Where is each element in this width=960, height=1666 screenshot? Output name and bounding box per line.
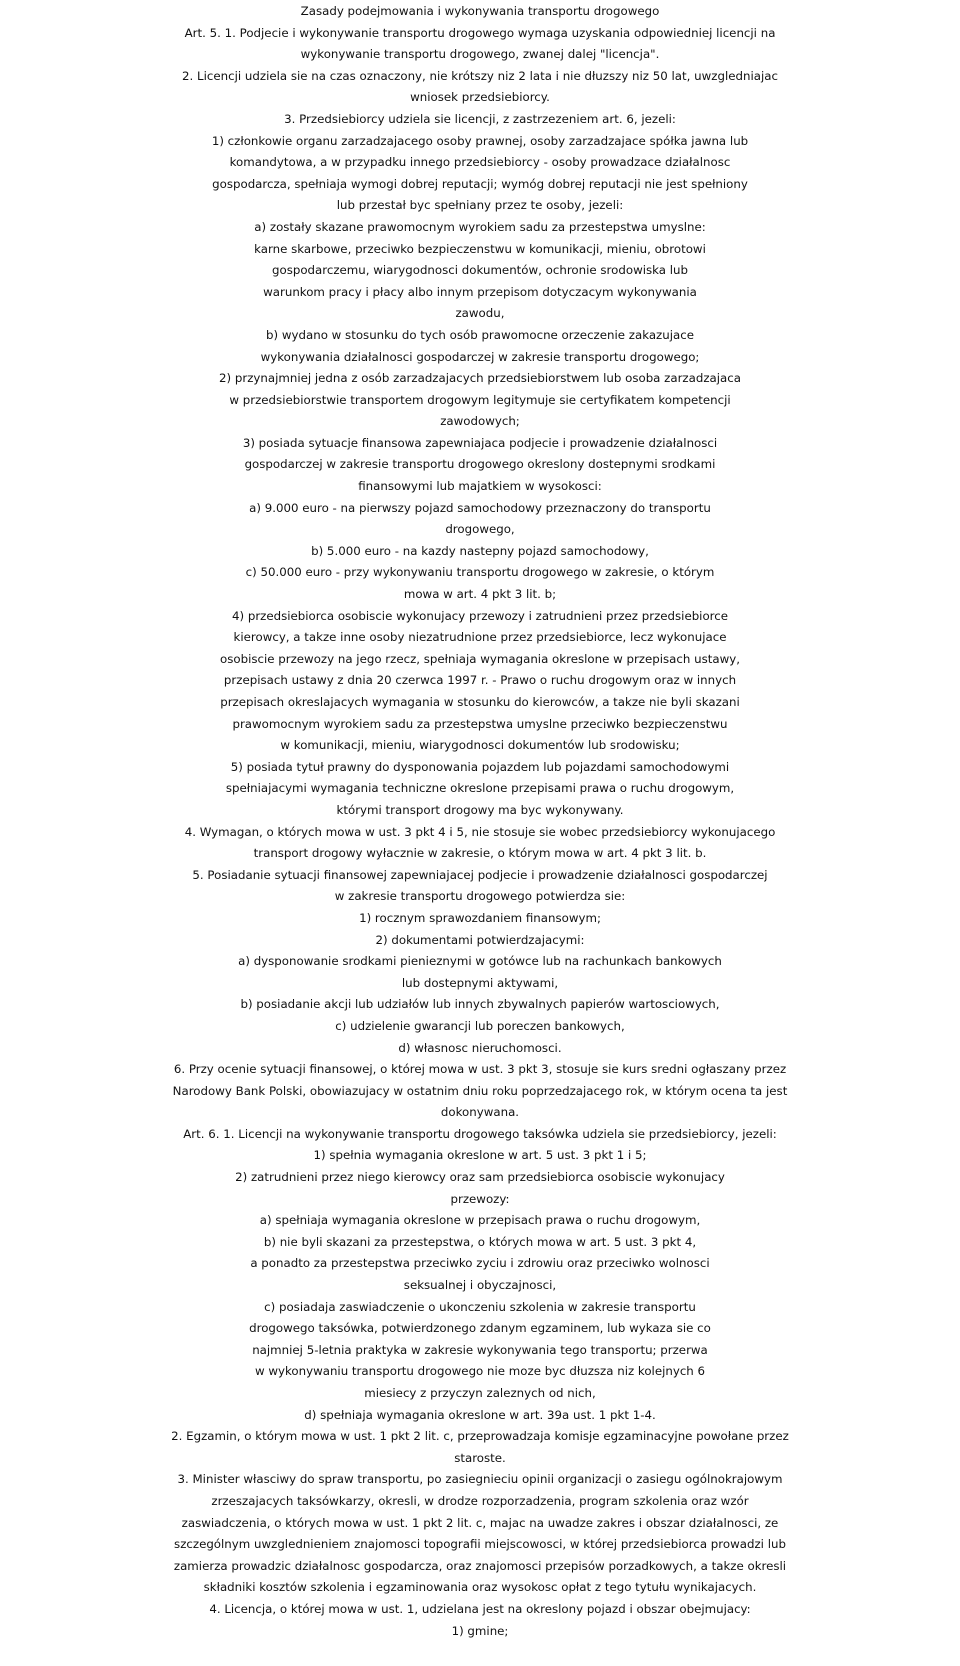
text-line: przepisach okreslajacych wymagania w stosunku do kierowców, a takze nie byli skazani (220, 695, 740, 709)
text-line: drogowego taksówka, potwierdzonego zdanym egzaminem, lub wykaza sie co (249, 1321, 711, 1336)
text-line: c) 50.000 euro - przy wykonywaniu transportu drogowego w zakresie, o którym (245, 565, 715, 580)
text-line: b) nie byli skazani za przestepstwa, o których mowa w art. 5 ust. 3 pkt 4, (263, 1234, 697, 1249)
text-line: składniki kosztów szkolenia i egzaminowania oraz wysokosc opłat z tego tytułu wynikajacych. (203, 1580, 757, 1595)
text-line: gospodarczemu, wiarygodnosci dokumentów, ochronie srodowiska lub (271, 263, 688, 278)
text-line: a) zostały skazane prawomocnym wyrokiem sadu za przestepstwa umyslne: (254, 219, 706, 234)
text-line: prawomocnym wyrokiem sadu za przestepstwa umyslne przeciwko bezpieczenstwu (232, 716, 728, 731)
text-line: lub przestał byc spełniany przez te osoby, jezeli: (336, 198, 624, 213)
text-line: 1) gmine; (451, 1623, 509, 1638)
text-line: 5. Posiadanie sytuacji finansowej zapewniajacej podjecie i prowadzenie działalnosci gospodarczej (192, 867, 768, 882)
document-body (2, 0, 958, 1642)
text-line: w zakresie transportu drogowego potwierdza sie: (334, 889, 626, 904)
text-line: c) udzielenie gwarancji lub poreczen bankowych, (335, 1018, 625, 1033)
text-line: a) spełniaja wymagania okreslone w przepisach prawa o ruchu drogowym, (259, 1213, 701, 1228)
text-line: transport drogowy wyłacznie w zakresie, o którym mowa w art. 4 pkt 3 lit. b. (253, 846, 707, 861)
text-line: 2. Licencji udziela sie na czas oznaczony, nie krótszy niz 2 lata i nie dłuzszy niz 50 lat, uwzgledniajac (182, 68, 778, 83)
text-line: staroste. (454, 1450, 506, 1465)
text-line: seksualnej i obyczajnosci, (403, 1278, 557, 1293)
text-line: 1) rocznym sprawozdaniem finansowym; (359, 910, 601, 925)
text-line: 1) spełnia wymagania okreslone w art. 5 ust. 3 pkt 1 i 5; (313, 1148, 647, 1163)
text-line: drogowego, (445, 522, 515, 537)
text-line: zaswiadczenia, o których mowa w ust. 1 pkt 2 lit. c, majac na uwadze zakres i obszar działalnosci, ze (181, 1515, 779, 1530)
text-line: wykonywanie transportu drogowego, zwanej dalej "licencja". (300, 47, 660, 62)
text-line: mowa w art. 4 pkt 3 lit. b; (403, 587, 557, 602)
text-line: a) 9.000 euro - na pierwszy pojazd samochodowy przeznaczony do transportu (249, 500, 711, 515)
text-line: 2) zatrudnieni przez niego kierowcy oraz sam przedsiebiorca osobiscie wykonujacy (235, 1170, 725, 1185)
document-title: Zasady podejmowania i wykonywania transportu drogowego (300, 4, 660, 18)
text-line: zamierza prowadzic działalnosc gospodarcza, oraz znajomosci przepisów porzadkowych, a takze okresli (173, 1558, 787, 1573)
text-line: dokonywana. (440, 1105, 520, 1120)
text-line: 1) członkowie organu zarzadzajacego osoby prawnej, osoby zarzadzajace spółka jawna lub (211, 133, 749, 148)
text-line: szczególnym uwzglednieniem znajomosci topografii miejscowosci, w której przedsiebiorca prowadzi lub (174, 1537, 786, 1552)
text-line: a) dysponowanie srodkami pienieznymi w gotówce lub na rachunkach bankowych (238, 954, 722, 969)
text-line: b) posiadanie akcji lub udziałów lub innych zbywalnych papierów wartosciowych, (240, 997, 720, 1012)
text-line: zawodu, (455, 306, 505, 321)
text-line: 2) dokumentami potwierdzajacymi: (375, 932, 585, 947)
text-line: najmniej 5-letnia praktyka w zakresie wykonywania tego transportu; przerwa (252, 1342, 708, 1357)
text-line: 3. Minister własciwy do spraw transportu, po zasiegnieciu opinii organizacji o zasiegu ogólnokrajowym (177, 1472, 783, 1487)
text-line: przepisach ustawy z dnia 20 czerwca 1997 r. - Prawo o ruchu drogowym oraz w innych (223, 673, 737, 688)
text-line: finansowymi lub majatkiem w wysokosci: (358, 479, 602, 494)
text-line: karne skarbowe, przeciwko bezpieczenstwu w komunikacji, mieniu, obrotowi (254, 241, 706, 256)
text-line: warunkom pracy i płacy albo innym przepisom dotyczacym wykonywania (263, 284, 697, 299)
text-line: b) 5.000 euro - na kazdy nastepny pojazd samochodowy, (311, 543, 649, 558)
text-line: 5) posiada tytuł prawny do dysponowania pojazdem lub pojazdami samochodowymi (230, 759, 730, 774)
text-line: wniosek przedsiebiorcy. (410, 90, 550, 105)
text-line: komandytowa, a w przypadku innego przedsiebiorcy - osoby prowadzace działalnosc (229, 155, 731, 170)
text-line: przewozy: (450, 1191, 510, 1206)
text-line: spełniajacymi wymagania techniczne okreslone przepisami prawa o ruchu drogowym, (225, 781, 735, 796)
text-line: w komunikacji, mieniu, wiarygodnosci dokumentów lub srodowisku; (280, 738, 680, 753)
text-line: 3. Przedsiebiorcy udziela sie licencji, z zastrzezeniem art. 6, jezeli: (284, 111, 676, 126)
text-line: zawodowych; (440, 414, 520, 429)
text-line: 6. Przy ocenie sytuacji finansowej, o której mowa w ust. 3 pkt 3, stosuje sie kurs sredni ogłaszany przez (173, 1062, 787, 1077)
text-line: a ponadto za przestepstwa przeciwko zyciu i zdrowiu oraz przeciwko wolnosci (250, 1256, 710, 1271)
text-line: 2) przynajmniej jedna z osób zarzadzajacych przedsiebiorstwem lub osoba zarzadzajaca (219, 371, 741, 386)
text-line: c) posiadaja zaswiadczenie o ukonczeniu szkolenia w zakresie transportu (264, 1299, 696, 1314)
text-line: 2. Egzamin, o którym mowa w ust. 1 pkt 2 lit. c, przeprowadzaja komisje egzaminacyjne powołane przez (171, 1429, 789, 1444)
text-line: którymi transport drogowy ma byc wykonywany. (336, 802, 624, 817)
text-line: w przedsiebiorstwie transportem drogowym legitymuje sie certyfikatem kompetencji (229, 392, 731, 407)
text-line: zrzeszajacych taksówkarzy, okresli, w drodze rozporzadzenia, program szkolenia oraz wzór (211, 1493, 749, 1508)
text-line: Art. 5. 1. Podjecie i wykonywanie transportu drogowego wymaga uzyskania odpowiedniej licencji na (184, 25, 776, 40)
text-line: w wykonywaniu transportu drogowego nie moze byc dłuzsza niz kolejnych 6 (254, 1364, 706, 1379)
text-line: gospodarczej w zakresie transportu drogowego okreslony dostepnymi srodkami (244, 457, 716, 472)
text-line: d) spełniaja wymagania okreslone w art. 39a ust. 1 pkt 1-4. (304, 1407, 656, 1422)
text-line: Art. 6. 1. Licencji na wykonywanie transportu drogowego taksówka udziela sie przedsiebiorcy, jezeli: (183, 1126, 777, 1141)
text-line: lub dostepnymi aktywami, (401, 975, 559, 990)
text-line: 4) przedsiebiorca osobiscie wykonujacy przewozy i zatrudnieni przez przedsiebiorce (231, 608, 729, 623)
text-line: b) wydano w stosunku do tych osób prawomocne orzeczenie zakazujace (266, 327, 694, 342)
text-line: 4. Wymagan, o których mowa w ust. 3 pkt 4 i 5, nie stosuje sie wobec przedsiebiorcy wykonujacego (184, 824, 776, 839)
text-line: 3) posiada sytuacje finansowa zapewniajaca podjecie i prowadzenie działalnosci (242, 435, 718, 450)
text-line: Narodowy Bank Polski, obowiazujacy w ostatnim dniu roku poprzedzajacego rok, w którym ocena ta jest (172, 1083, 788, 1098)
text-line: miesiecy z przyczyn zaleznych od nich, (364, 1386, 596, 1400)
text-line: osobiscie przewozy na jego rzecz, spełniaja wymagania okreslone w przepisach ustawy, (220, 651, 740, 666)
text-line: gospodarcza, spełniaja wymogi dobrej reputacji; wymóg dobrej reputacji nie jest spełniony (212, 176, 748, 191)
text-line: 4. Licencja, o której mowa w ust. 1, udzielana jest na okreslony pojazd i obszar obejmujacy: (209, 1601, 751, 1616)
text-line: wykonywania działalnosci gospodarczej w zakresie transportu drogowego; (260, 349, 700, 364)
text-line: d) własnosc nieruchomosci. (398, 1040, 562, 1055)
text-line: kierowcy, a takze inne osoby niezatrudnione przez przedsiebiorce, lecz wykonujace (233, 630, 727, 645)
